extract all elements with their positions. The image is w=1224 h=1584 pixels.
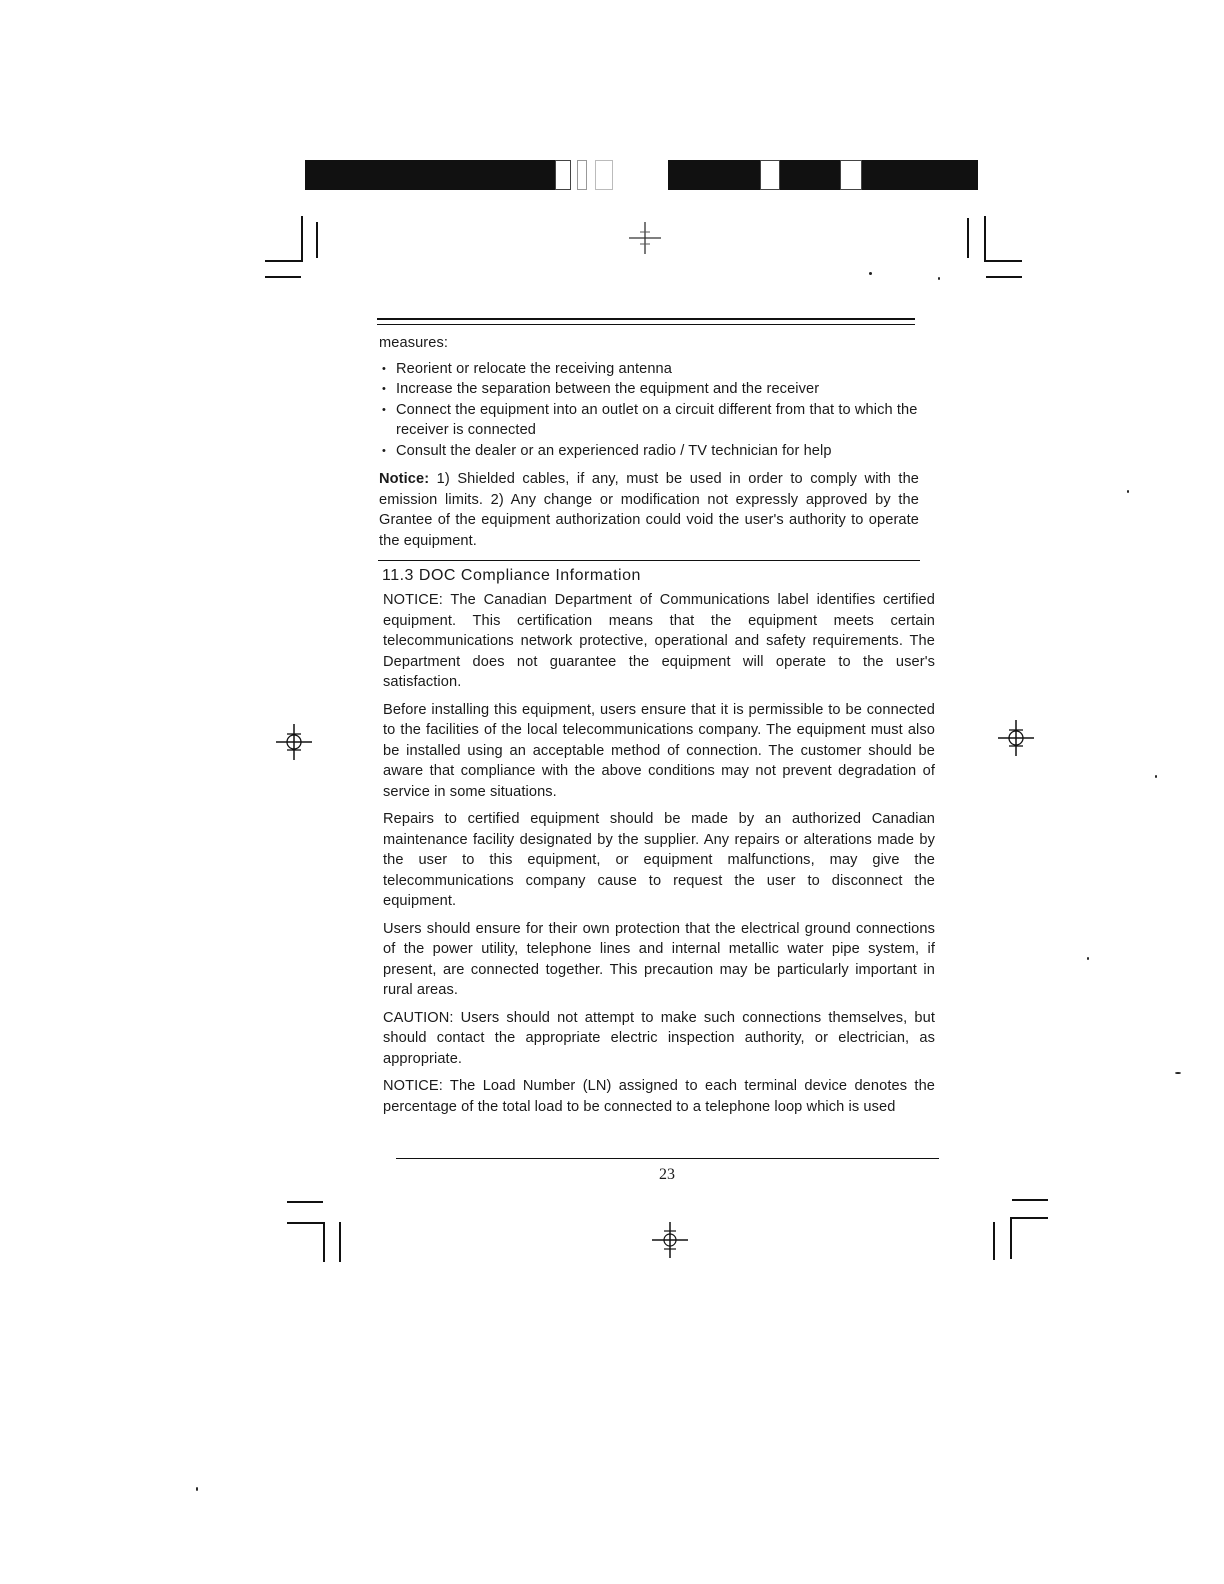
section-rule (378, 560, 920, 561)
list-item: • Increase the separation between the equipment and the receiver (379, 379, 919, 400)
notice-text: 1) Shielded cables, if any, must be used in order to comply with the emission limits. 2) Any change or modification not expressly approved by the Grantee of the equipment authorization could void the user's authority to operate the equipment. (379, 471, 919, 549)
registration-target-bottom-icon (650, 1220, 690, 1260)
footer-rule (396, 1158, 939, 1159)
list-item: • Connect the equipment into an outlet on a circuit different from that to which the receiver is connected (379, 400, 919, 441)
doc-paragraph: Users should ensure for their own protection that the electrical ground connections of the power utility, telephone lines and internal metallic water pipe system, if present, are connected together. This precaution may be particularly important in rural areas. (383, 920, 935, 998)
section-heading: 11.3 DOC Compliance Information (382, 567, 641, 584)
intro-fragment: measures: (379, 335, 449, 351)
scan-speck (1127, 490, 1129, 493)
list-item: • Reorient or relocate the receiving antenna (379, 359, 919, 380)
doc-paragraph: Before installing this equipment, users ensure that it is permissible to be connected to the facilities of the local telecommunications company. The equipment must also be installed using an acceptable method of connection. The customer should be aware that compliance with the above conditions may not prevent degradation of service in some situations. (383, 701, 935, 800)
notice-paragraph (379, 469, 919, 551)
notice-label: Notice: (379, 471, 430, 487)
scan-speck (869, 272, 872, 275)
list-item: • Consult the dealer or an experienced radio / TV technician for help (379, 441, 919, 462)
doc-paragraph: Repairs to certified equipment should be made by an authorized Canadian maintenance facility designated by the supplier. Any repairs or alterations made by the user to this equipment, or equipment malfunctions, may give the telecommunications company cause to request the user to disconnect the equipment. (383, 811, 935, 909)
page-body-top (379, 333, 919, 558)
doc-paragraph: NOTICE: The Load Number (LN) assigned to each terminal device denotes the percentage of the total load to be connected to a telephone loop which is used (383, 1078, 935, 1115)
registration-target-top-icon (625, 218, 665, 258)
scan-speck (1087, 957, 1089, 960)
registration-target-left-icon (274, 722, 314, 762)
scan-speck (1155, 775, 1157, 778)
registration-target-right-icon (996, 718, 1036, 758)
scan-speck (1175, 1072, 1181, 1074)
scan-speck (938, 277, 940, 280)
measures-list (379, 359, 919, 462)
doc-paragraph: NOTICE: The Canadian Department of Communications label identifies certified equipment. This certification means that the equipment meets certain telecommunications network protective, operational and safety requirements. The Department does not guarantee the equipment will operate to the user's satisfaction. (383, 592, 935, 690)
header-rule (377, 318, 915, 325)
doc-paragraph: CAUTION: Users should not attempt to make such connections themselves, but should contact the appropriate electric inspection authority, or electrician, as appropriate. (383, 1009, 935, 1067)
scan-speck (196, 1487, 198, 1491)
page-number: 23 (659, 1166, 675, 1183)
registration-bar-left (305, 160, 630, 190)
registration-bar-right (668, 160, 978, 190)
page-body-section (383, 590, 935, 1124)
